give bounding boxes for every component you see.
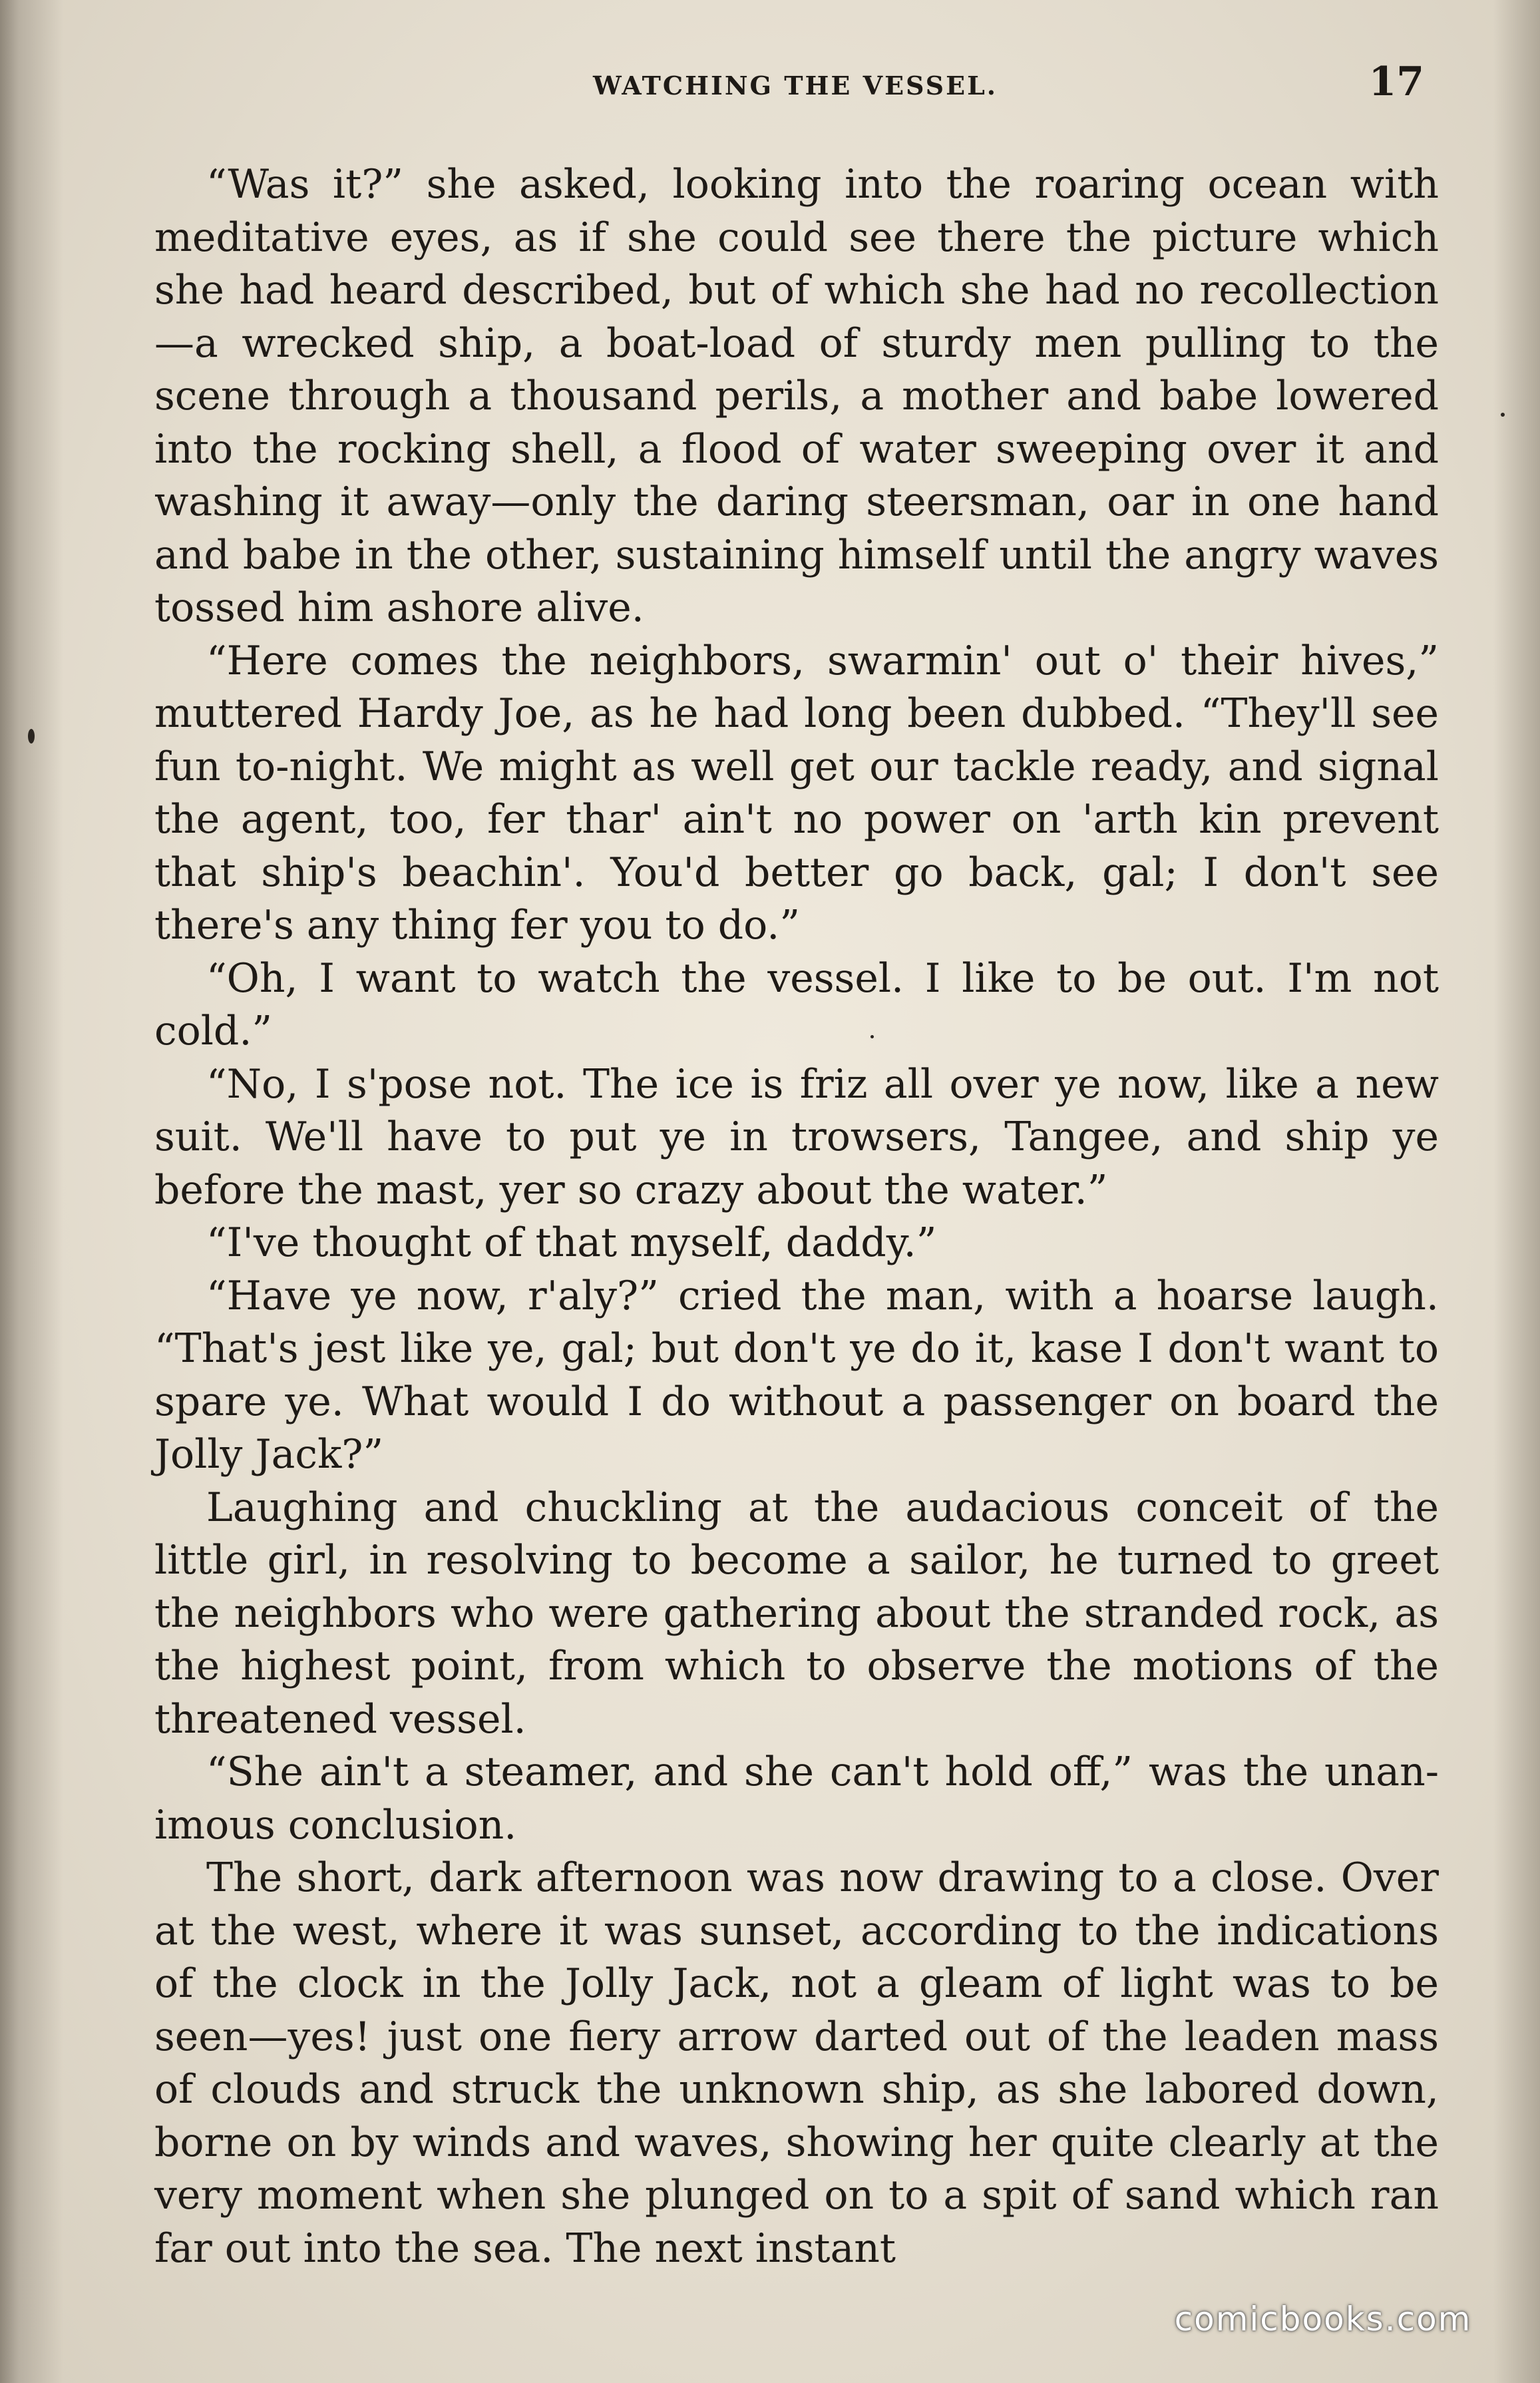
running-head <box>153 59 1438 118</box>
paragraph: “I've thought of that myself, daddy.” <box>206 1219 937 1266</box>
page-right-edge-shadow <box>1493 0 1540 2383</box>
paragraph: “Was it?” she asked, looking into the roaring ocean with meditative eyes, as if she could see there the picture which she had heard described, but of which she had no recollection—a wrecked ship, a boat-load of sturdy men pulling to the scene through a thousand perils, a mother and babe lowered into the rocking shell, a flood of water sweeping over it and washing it away—only the daring steersman, oar in one hand and babe in the other, sustaining himself until the angry waves tossed him ashore alive. <box>154 161 1439 631</box>
paragraph: “Oh, I want to watch the vessel. I like to be out. I'm not cold.” <box>154 955 1439 1054</box>
paragraph: The short, dark afternoon was now drawing to a close. Over at the west, where it was sunset, according to the indications of the clock in the Jolly Jack, not a gleam of light was to be seen—yes! just one fiery arrow darted out of the leaden mass of clouds and struck the unknown ship, as she labored down, borne on by winds and waves, showing her quite clearly at the very moment when she plunged on to a spit of sand which ran far out into the sea. The next instant <box>154 1854 1439 2272</box>
running-head-title: WATCHING THE VESSEL. <box>592 71 998 101</box>
page-left-edge-shadow <box>0 0 63 2383</box>
paragraph: Laughing and chuckling at the audacious conceit of the little girl, in resolving to become a sailor, he turned to greet the neighbors who were gathering about the stranded rock, as the highest point, from which to observe the motions of the threatened vessel. <box>154 1484 1439 1743</box>
watermark-comicbooks: comicbooks.com <box>1174 2300 1472 2338</box>
page-number: 17 <box>1368 59 1424 105</box>
paper-speck <box>870 1035 874 1038</box>
paragraph: “She ain't a steamer, and she can't hold off,” was the unanimous conclusion. <box>154 1749 1439 1848</box>
body-text <box>154 158 1439 2275</box>
paragraph: “Have ye now, r'aly?” cried the man, with a hoarse laugh. “That's jest like ye, gal; but don't ye do it, kase I don't want to spare ye. What would I do without a passenger on board the Jolly Jack?” <box>154 1272 1439 1478</box>
paper-speck <box>28 729 35 744</box>
paper-speck <box>1501 413 1505 417</box>
paragraph: “No, I s'pose not. The ice is friz all over ye now, like a new suit. We'll have to put ye in trowsers, Tangee, and ship ye before the mast, yer so crazy about the water.” <box>154 1060 1439 1213</box>
paragraph: “Here comes the neighbors, swarmin' out o' their hives,” muttered Hardy Joe, as he had long been dubbed. “They'll see fun to-night. We might as well get our tackle ready, and signal the agent, too, fer thar' ain't no power on 'arth kin prevent that ship's beachin'. You'd better go back, gal; I don't see there's any thing fer you to do.” <box>154 637 1439 949</box>
